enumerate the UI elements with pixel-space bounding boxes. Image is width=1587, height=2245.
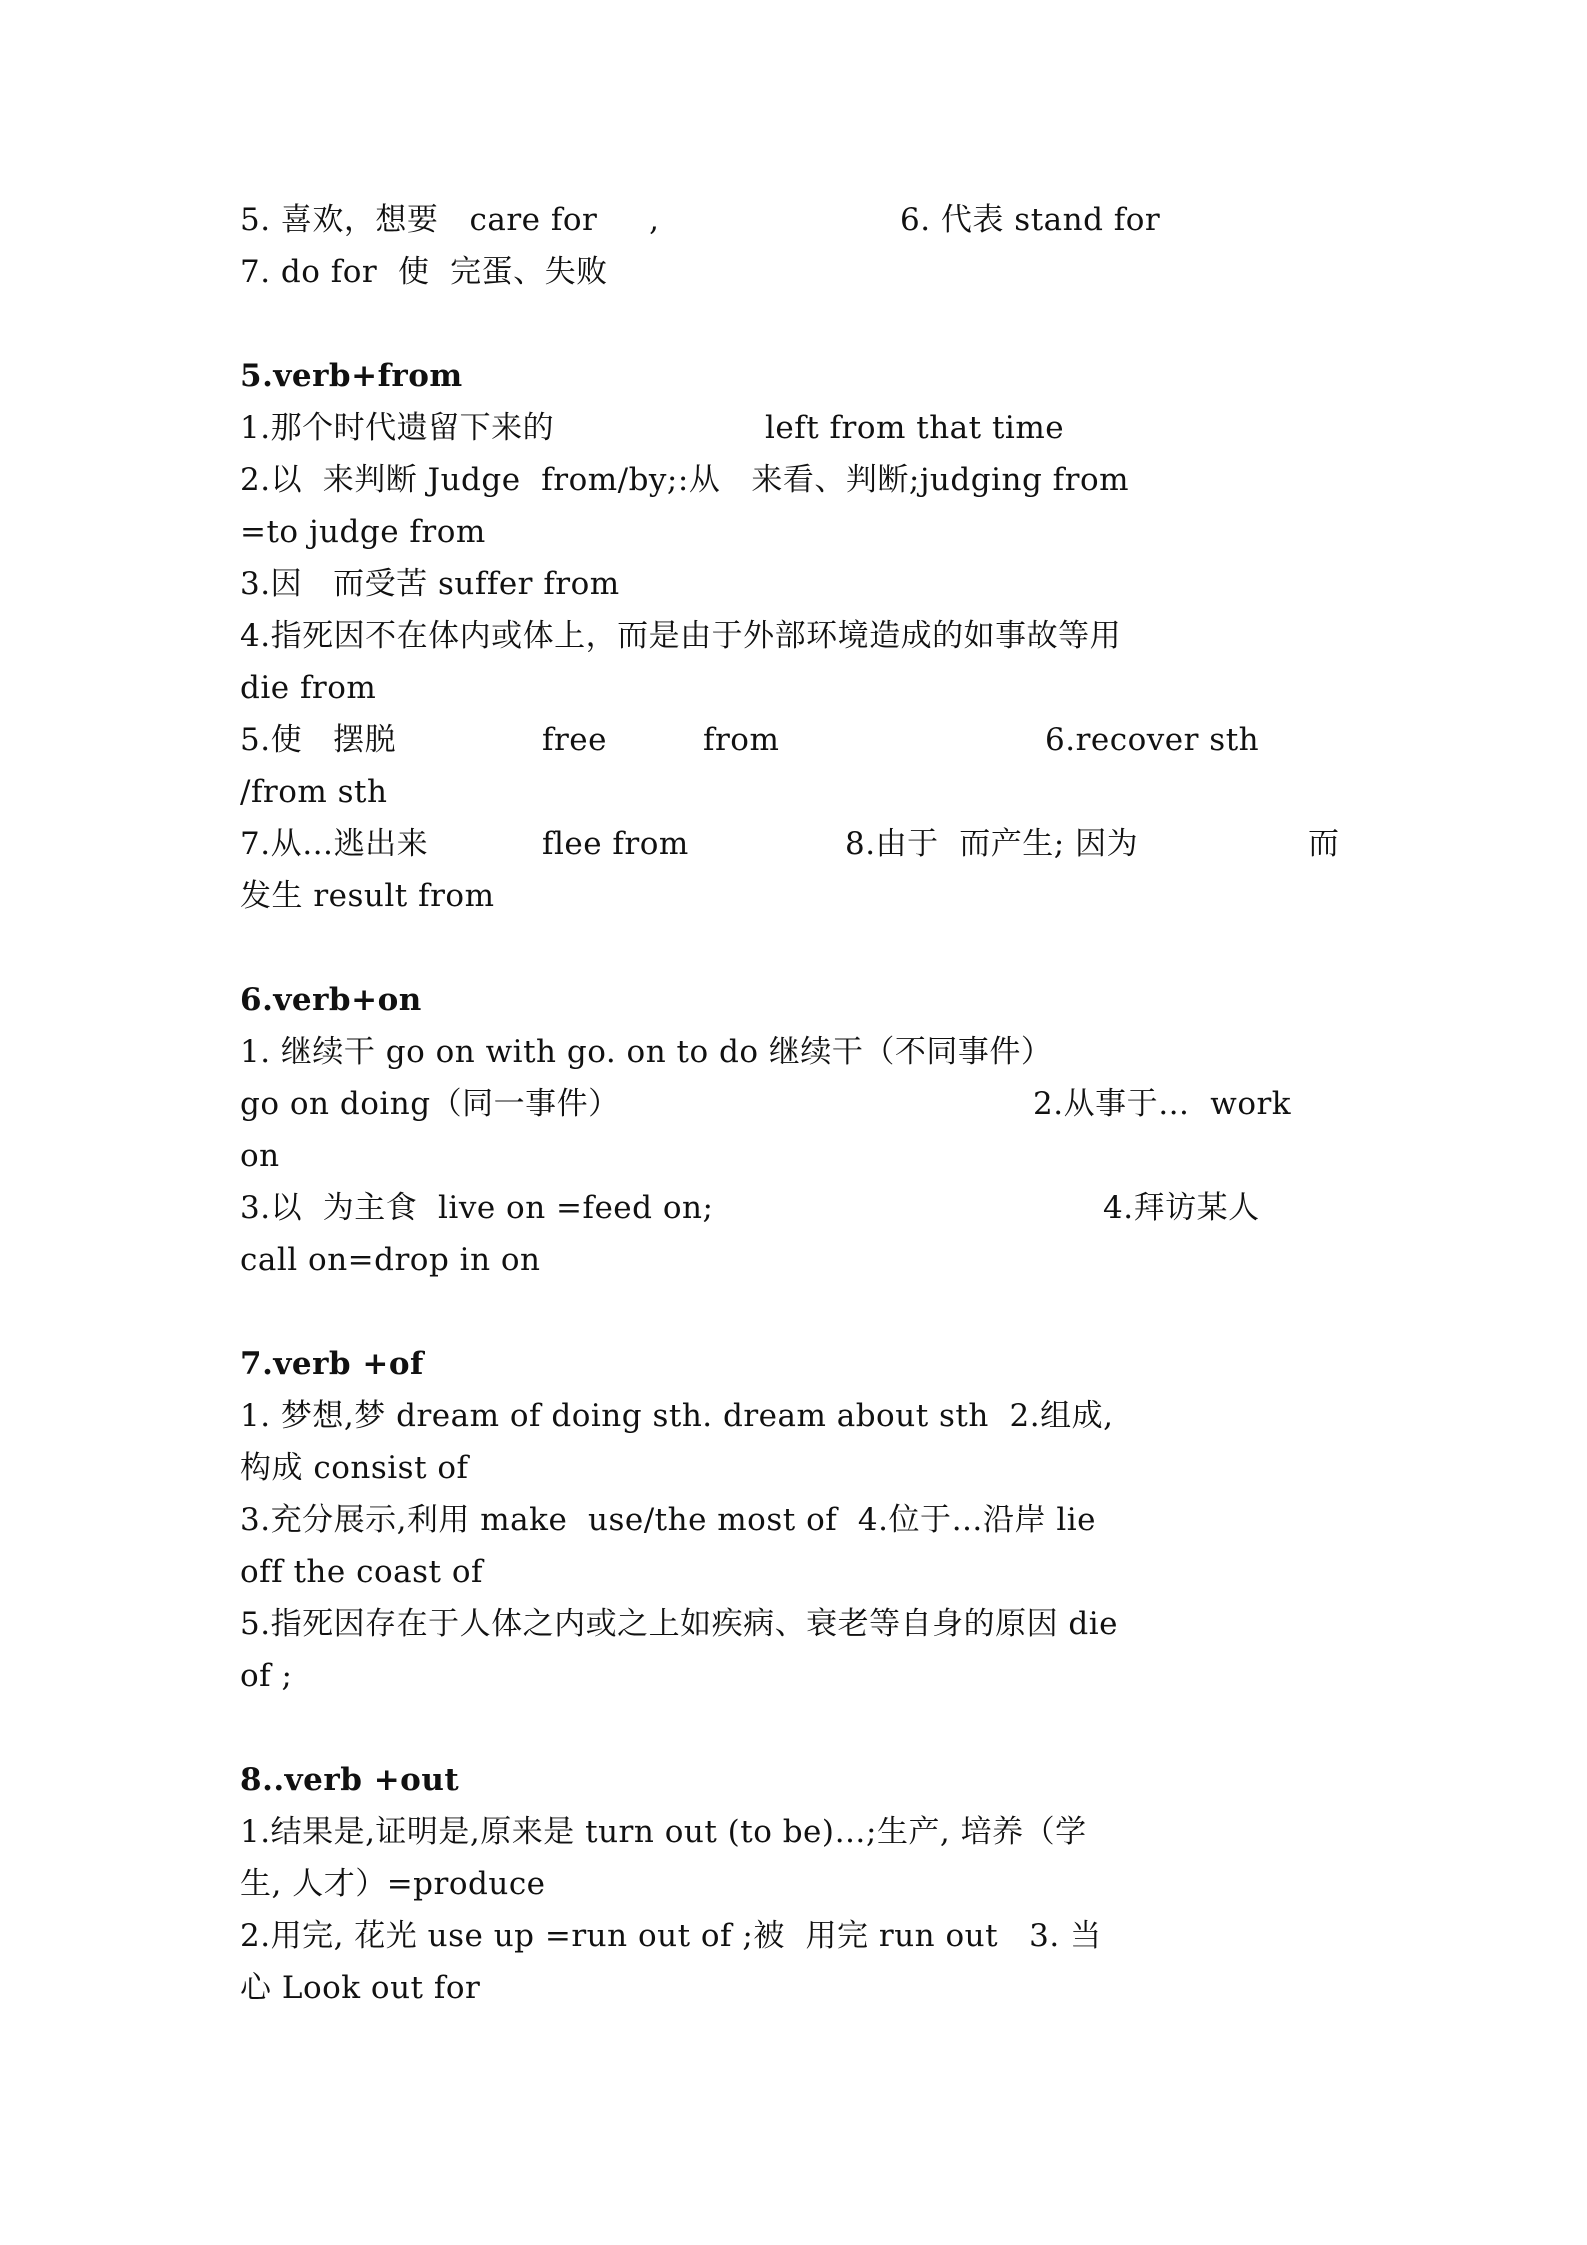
text-segment: 2.从事于… work xyxy=(1033,1086,1292,1122)
text-line xyxy=(240,766,1360,818)
text-line xyxy=(240,1494,1360,1546)
text-segment: free xyxy=(542,722,607,758)
text-segment: 1.结果是,证明是,原来是 turn out (to be)…;生产, 培养（学 xyxy=(240,1814,1087,1850)
text-line xyxy=(240,1234,1360,1286)
text-segment: on xyxy=(240,1138,280,1174)
text-segment: off the coast of xyxy=(240,1554,483,1590)
section-heading: 5.verb+from xyxy=(240,358,463,394)
text-line xyxy=(240,1806,1360,1858)
text-segment: /from sth xyxy=(240,774,388,810)
text-segment: 心 Look out for xyxy=(240,1970,481,2006)
text-segment: call on=drop in on xyxy=(240,1242,541,1278)
text-segment: 1. 梦想,梦 dream of doing sth. dream about sth 2.组成, xyxy=(240,1398,1114,1434)
text-line xyxy=(240,662,1360,714)
text-segment: flee from xyxy=(542,826,689,862)
text-segment: 发生 result from xyxy=(240,878,495,914)
text-line xyxy=(240,818,1360,870)
text-segment: 1.那个时代遗留下来的 xyxy=(240,410,555,446)
text-line xyxy=(240,1078,1360,1130)
text-segment: =to judge from xyxy=(240,514,486,550)
text-segment: 2.以 来判断 Judge from/by;:从 来看、判断;judging from xyxy=(240,462,1130,498)
text-line xyxy=(240,194,1360,246)
text-segment: 3.因 而受苦 suffer from xyxy=(240,566,620,602)
text-segment: go on doing（同一事件） xyxy=(240,1086,620,1122)
text-segment: 8.由于 而产生; 因为 xyxy=(845,826,1139,862)
text-segment: 生, 人才）=produce xyxy=(240,1866,546,1902)
text-line xyxy=(240,402,1360,454)
text-segment: die from xyxy=(240,670,377,706)
text-line xyxy=(240,1858,1360,1910)
text-line xyxy=(240,1910,1360,1962)
text-segment: 6.recover sth xyxy=(1045,722,1260,758)
text-segment: 而 xyxy=(1308,826,1340,862)
text-segment: 7. do for 使 完蛋、失败 xyxy=(240,254,608,290)
text-line xyxy=(240,1962,1360,2014)
text-segment: of ; xyxy=(240,1658,293,1694)
text-line xyxy=(240,506,1360,558)
text-line xyxy=(240,558,1360,610)
text-line xyxy=(240,1026,1360,1078)
text-line xyxy=(240,1598,1360,1650)
text-segment: 2.用完, 花光 use up =run out of ;被 用完 run out 3. 当 xyxy=(240,1918,1102,1954)
text-segment: 3.充分展示,利用 make use/the most of 4.位于…沿岸 lie xyxy=(240,1502,1097,1538)
text-segment: 3.以 为主食 live on =feed on; xyxy=(240,1190,714,1226)
text-line xyxy=(240,714,1360,766)
text-segment: 7.从…逃出来 xyxy=(240,826,429,862)
text-segment: 1. 继续干 go on with go. on to do 继续干（不同事件） xyxy=(240,1034,1053,1070)
text-segment: 4.指死因不在体内或体上，而是由于外部环境造成的如事故等用 xyxy=(240,618,1122,654)
text-line xyxy=(240,1130,1360,1182)
text-segment: 5.使 摆脱 xyxy=(240,722,397,758)
text-line xyxy=(240,1546,1360,1598)
text-line xyxy=(240,454,1360,506)
text-line xyxy=(240,1390,1360,1442)
section-heading: 8..verb +out xyxy=(240,1762,460,1798)
text-line xyxy=(240,246,1360,298)
text-line xyxy=(240,1650,1360,1702)
text-segment: 5. 喜欢，想要 care for , xyxy=(240,202,660,238)
text-line xyxy=(240,1442,1360,1494)
text-line xyxy=(240,870,1360,922)
text-segment: 构成 consist of xyxy=(240,1450,469,1486)
text-segment: 6. 代表 stand for xyxy=(900,202,1161,238)
text-line xyxy=(240,610,1360,662)
text-line xyxy=(240,1182,1360,1234)
text-segment: 4.拜访某人 xyxy=(1103,1190,1260,1226)
text-segment: left from that time xyxy=(765,410,1065,446)
section-heading: 6.verb+on xyxy=(240,982,422,1018)
text-segment: 5.指死因存在于人体之内或之上如疾病、衰老等自身的原因 die xyxy=(240,1606,1119,1642)
section-heading: 7.verb +of xyxy=(240,1346,424,1382)
text-segment: from xyxy=(703,722,780,758)
